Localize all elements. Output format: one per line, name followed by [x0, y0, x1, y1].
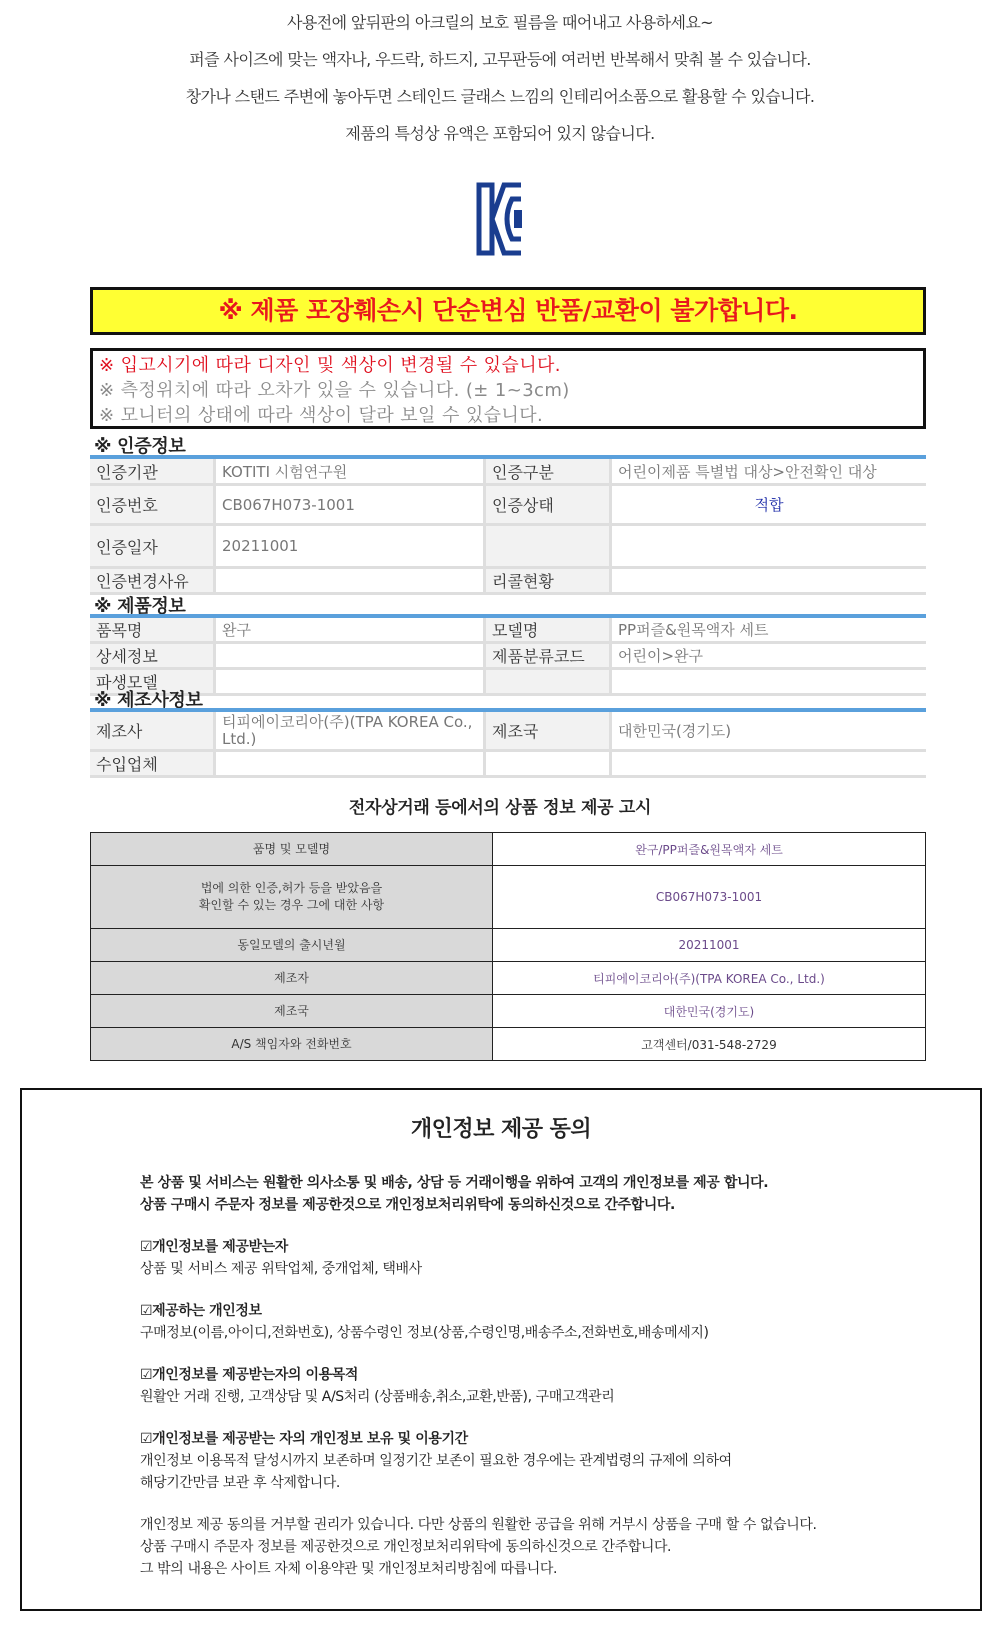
maker-info-table — [90, 708, 926, 778]
consent-item-heading: ☑제공하는 개인정보 — [140, 1303, 262, 1319]
value: CB067H073-1001 — [216, 486, 486, 526]
ec-value: 고객센터/031-548-2729 — [493, 1028, 926, 1061]
label: 리콜현황 — [486, 569, 612, 595]
kc-certification-mark-icon — [476, 182, 524, 256]
label — [486, 752, 612, 778]
consent-item-body: 상품 및 서비스 제공 위탁업체, 중개업체, 택배사 — [140, 1261, 422, 1277]
consent-item — [140, 1236, 940, 1280]
label: 제조사 — [90, 712, 216, 752]
notice-box — [90, 348, 926, 429]
section-title-product: ※ 제품정보 — [94, 596, 186, 617]
cert-info-table — [90, 455, 926, 595]
label: 인증번호 — [90, 486, 216, 526]
label — [486, 670, 612, 696]
ecommerce-info-table — [90, 832, 926, 1061]
label: 인증상태 — [486, 486, 612, 526]
notice-line: ※ 입고시기에 따라 디자인 및 색상이 변경될 수 있습니다. — [99, 355, 561, 376]
label: 인증기관 — [90, 459, 216, 486]
no-return-banner: ※ 제품 포장훼손시 단순변심 반품/교환이 불가합니다. — [90, 287, 926, 335]
consent-item-heading: ☑개인정보를 제공받는자 — [140, 1239, 288, 1255]
label: 품목명 — [90, 618, 216, 644]
intro-line: 사용전에 앞뒤판의 아크릴의 보호 필름을 때어내고 사용하세요~ — [287, 13, 713, 32]
section-title-cert: ※ 인증정보 — [94, 436, 186, 457]
consent-item — [140, 1364, 940, 1408]
value — [216, 752, 486, 778]
label: 제조국 — [486, 712, 612, 752]
label: 인증변경사유 — [90, 569, 216, 595]
label: 파생모델 — [90, 670, 216, 696]
consent-item-body: 구매정보(이름,아이디,전화번호), 상품수령인 정보(상품,수령인명,배송주소,전화번호,배송메세지) — [140, 1325, 709, 1341]
label: 제품분류코드 — [486, 644, 612, 670]
value: 대한민국(경기도) — [612, 712, 926, 752]
ec-key: A/S 책임자와 전화번호 — [91, 1028, 493, 1061]
consent-body — [140, 1172, 940, 1580]
consent-item-heading: ☑개인정보를 제공받는 자의 개인정보 보유 및 이용기간 — [140, 1431, 468, 1447]
label: 인증구분 — [486, 459, 612, 486]
ec-key: 동일모델의 출시년월 — [91, 929, 493, 962]
intro-line: 퍼즐 사이즈에 맞는 액자나, 우드락, 하드지, 고무판등에 여러번 반복해서 맞춰 볼 수 있습니다. — [189, 50, 811, 69]
consent-lead: 상품 구매시 주문자 정보를 제공한것으로 개인정보처리위탁에 동의하신것으로 간주합니다. — [140, 1197, 675, 1213]
consent-footer-line: 개인정보 제공 동의를 거부할 권리가 있습니다. 다만 상품의 원활한 공급을 위해 거부시 상품을 구매 할 수 없습니다. — [140, 1517, 817, 1533]
value: 어린이>완구 — [612, 644, 926, 670]
ec-key-line: 법에 의한 인증,허가 등을 받았음을 — [200, 881, 383, 895]
value: 20211001 — [216, 526, 486, 569]
ec-key — [91, 866, 493, 929]
consent-footer — [140, 1514, 940, 1580]
consent-item — [140, 1300, 940, 1344]
intro-text — [0, 6, 1000, 154]
section-title-maker: ※ 제조사정보 — [94, 690, 203, 711]
label: 인증일자 — [90, 526, 216, 569]
intro-line: 제품의 특성상 유액은 포함되어 있지 않습니다. — [345, 124, 655, 143]
cert-status-value: 적합 — [612, 486, 926, 526]
label: 수입업체 — [90, 752, 216, 778]
ec-value: 20211001 — [493, 929, 926, 962]
label: 모델명 — [486, 618, 612, 644]
intro-line: 창가나 스탠드 주변에 놓아두면 스테인드 글래스 느낌의 인테리어소품으로 활용할 수 있습니다. — [185, 87, 815, 106]
product-info-table — [90, 614, 926, 696]
value: 어린이제품 특별법 대상>안전확인 대상 — [612, 459, 926, 486]
label — [486, 526, 612, 569]
value: 완구 — [216, 618, 486, 644]
value — [612, 670, 926, 696]
label: 상세정보 — [90, 644, 216, 670]
notice-line: ※ 측정위치에 따라 오차가 있을 수 있습니다. (± 1~3cm) — [99, 380, 570, 401]
ec-key: 제조국 — [91, 995, 493, 1028]
privacy-consent-box — [20, 1088, 982, 1611]
ec-value: 완구/PP퍼즐&원목액자 세트 — [493, 833, 926, 866]
consent-footer-line: 그 밖의 내용은 사이트 자체 이용약관 및 개인정보처리방침에 따릅니다. — [140, 1561, 558, 1577]
ec-key-line: 확인할 수 있는 경우 그에 대한 사항 — [198, 898, 385, 912]
ec-key: 제조자 — [91, 962, 493, 995]
ec-value: 대한민국(경기도) — [493, 995, 926, 1028]
consent-item-heading: ☑개인정보를 제공받는자의 이용목적 — [140, 1367, 358, 1383]
value — [612, 752, 926, 778]
consent-footer-line: 상품 구매시 주문자 정보를 제공한것으로 개인정보처리위탁에 동의하신것으로 간주합니다. — [140, 1539, 672, 1555]
consent-item — [140, 1428, 940, 1494]
ec-value: CB067H073-1001 — [493, 866, 926, 929]
ecommerce-title: 전자상거래 등에서의 상품 정보 제공 고시 — [348, 798, 652, 818]
consent-item-body: 개인정보 이용목적 달성시까지 보존하며 일정기간 보존이 필요한 경우에는 관계법령의 규제에 의하여 — [140, 1453, 732, 1469]
consent-item-body: 원활안 거래 진행, 고객상담 및 A/S처리 (상품배송,취소,교환,반품), 구매고객관리 — [140, 1389, 615, 1405]
value — [216, 644, 486, 670]
notice-line: ※ 모니터의 상태에 따라 색상이 달라 보일 수 있습니다. — [99, 405, 544, 426]
consent-item-body: 해당기간만큼 보관 후 삭제합니다. — [140, 1475, 340, 1491]
value: PP퍼즐&원목액자 세트 — [612, 618, 926, 644]
consent-title: 개인정보 제공 동의 — [410, 1117, 592, 1142]
value — [612, 526, 926, 569]
ec-key: 품명 및 모델명 — [91, 833, 493, 866]
ec-value: 티피에이코리아(주)(TPA KOREA Co., Ltd.) — [493, 962, 926, 995]
value — [216, 670, 486, 696]
value — [216, 569, 486, 595]
value: KOTITI 시험연구원 — [216, 459, 486, 486]
consent-lead: 본 상품 및 서비스는 원활한 의사소통 및 배송, 상담 등 거래이행을 위하여 고객의 개인정보를 제공 합니다. — [140, 1175, 769, 1191]
value: 티피에이코리아(주)(TPA KOREA Co., Ltd.) — [216, 712, 486, 752]
value — [612, 569, 926, 595]
